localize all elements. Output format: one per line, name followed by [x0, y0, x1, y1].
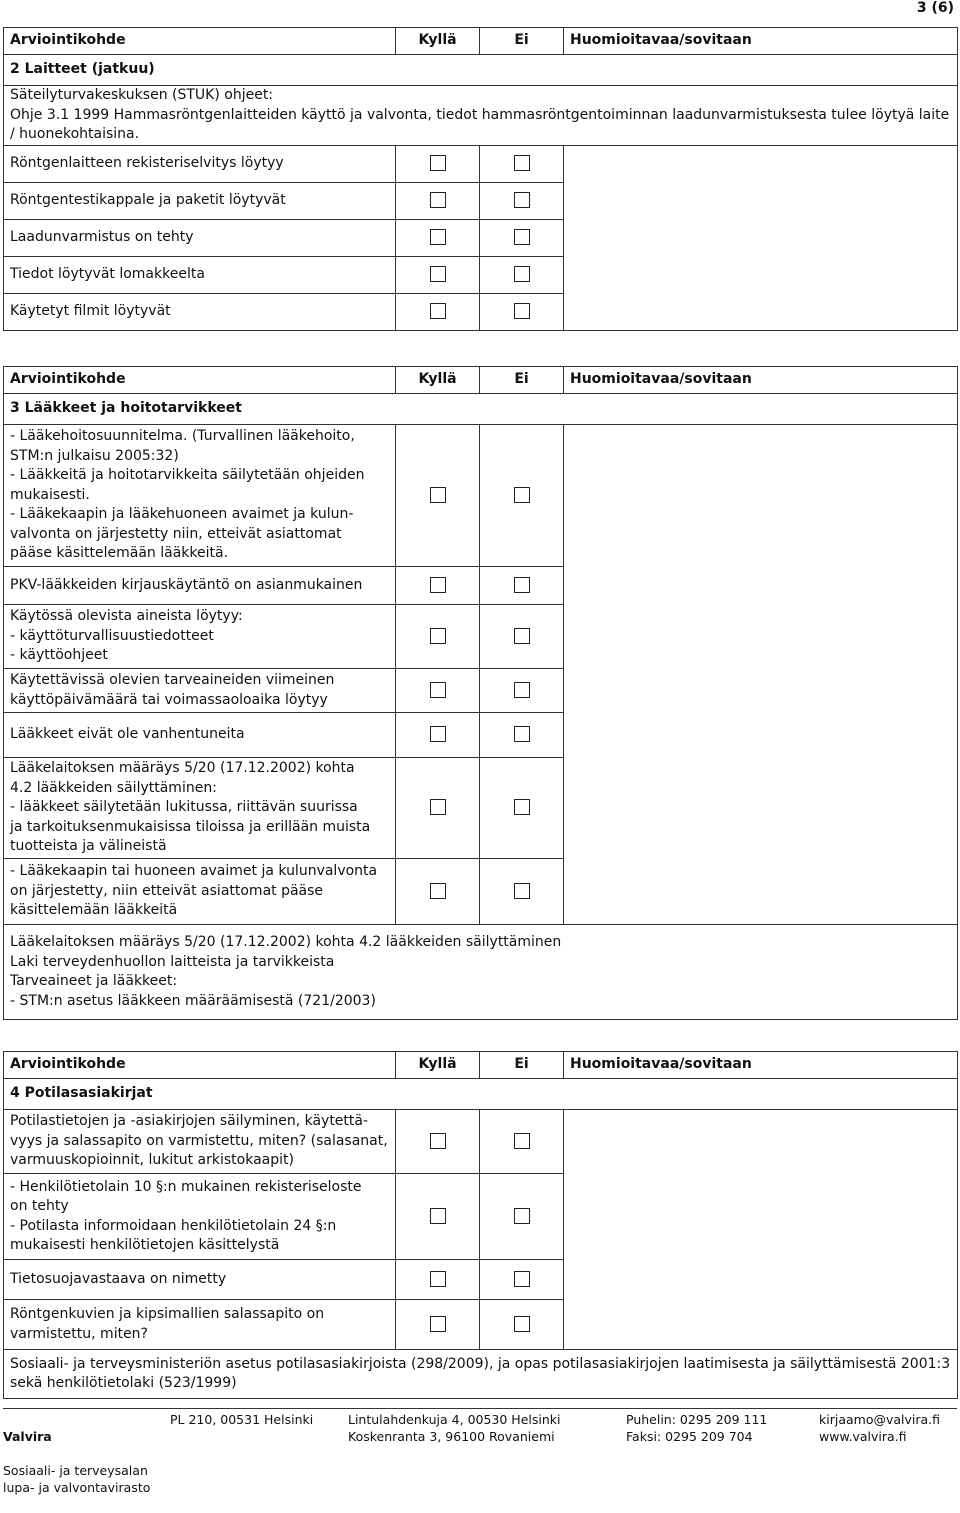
no-checkbox[interactable]	[514, 1133, 530, 1149]
item-label: Laadunvarmistus on tehty	[4, 219, 396, 256]
section-title: 4 Potilasasiakirjat	[4, 1079, 958, 1110]
no-checkbox[interactable]	[514, 229, 530, 245]
table-header	[4, 1052, 958, 1079]
item-label: PKV-lääkkeiden kirjauskäytäntö on asianmukainen	[4, 567, 396, 605]
item-label: - Lääkekaapin tai huoneen avaimet ja kulunvalvonta on järjestetty, niin etteivät asiattomat pääse käsittelemään lääkkeitä	[4, 859, 396, 925]
header-item: Arviointikohde	[4, 28, 396, 55]
header-note: Huomioitavaa/sovitaan	[564, 1052, 958, 1079]
page-footer	[3, 1408, 957, 1495]
yes-checkbox[interactable]	[430, 883, 446, 899]
item-label: Röntgenlaitteen rekisteriselvitys löytyy	[4, 145, 396, 182]
item-label: Röntgenkuvien ja kipsimallien salassapito on varmistettu, miten?	[4, 1300, 396, 1350]
yes-checkbox[interactable]	[430, 1271, 446, 1287]
section-title: 2 Laitteet (jatkuu)	[4, 55, 958, 86]
org-name: Valvira	[3, 1429, 52, 1444]
no-checkbox[interactable]	[514, 192, 530, 208]
header-item: Arviointikohde	[4, 1052, 396, 1079]
item-label: Käytössä olevista aineista löytyy: - käyttöturvallisuustiedotteet - käyttöohjeet	[4, 605, 396, 669]
item-label: Röntgentestikappale ja paketit löytyvät	[4, 182, 396, 219]
item-label: - Lääkehoitosuunnitelma. (Turvallinen lääkehoito, STM:n julkaisu 2005:32) - Lääkkeitä ja hoitotarvikkeita säilytetään ohjeiden mukaisesti. - Lääkekaapin ja lääkehuoneen avaimet ja kulun- valvonta on järjestetty niin, etteivät asiattomat pääse käsittelemään lääkkeitä.	[4, 425, 396, 567]
no-checkbox[interactable]	[514, 628, 530, 644]
yes-checkbox[interactable]	[430, 487, 446, 503]
no-checkbox[interactable]	[514, 682, 530, 698]
table-header	[4, 28, 958, 55]
note-field[interactable]	[564, 425, 958, 925]
section-reference: Lääkelaitoksen määräys 5/20 (17.12.2002) kohta 4.2 lääkkeiden säilyttäminen Laki terveydenhuollon laitteista ja tarvikkeista Tarveaineet ja lääkkeet: - STM:n asetus lääkkeen määräämisestä (721/2003)	[4, 925, 958, 1020]
item-label: Lääkelaitoksen määräys 5/20 (17.12.2002) kohta 4.2 lääkkeiden säilyttäminen: - lääkkeet säilytetään lukitussa, riittävän suurissa ja tarkoituksenmukaisissa tiloissa ja erillään muista tuotteista ja välineistä	[4, 758, 396, 859]
table-header	[4, 367, 958, 394]
yes-checkbox[interactable]	[430, 799, 446, 815]
no-checkbox[interactable]	[514, 799, 530, 815]
table-row	[4, 145, 958, 182]
header-no: Ei	[480, 367, 564, 394]
no-checkbox[interactable]	[514, 1271, 530, 1287]
no-checkbox[interactable]	[514, 577, 530, 593]
header-note: Huomioitavaa/sovitaan	[564, 28, 958, 55]
yes-checkbox[interactable]	[430, 229, 446, 245]
org-description: Sosiaali- ja terveysalan lupa- ja valvontavirasto	[3, 1463, 151, 1495]
yes-checkbox[interactable]	[430, 682, 446, 698]
yes-checkbox[interactable]	[430, 726, 446, 742]
note-field[interactable]	[564, 1110, 958, 1350]
header-yes: Kyllä	[396, 1052, 480, 1079]
section-intro: Säteilyturvakeskuksen (STUK) ohjeet: Ohje 3.1 1999 Hammasröntgenlaitteiden käyttö ja valvonta, tiedot hammasröntgentoiminnan laadunvarmistuksesta tulee löytyä laite / huonekohtaisina.	[4, 86, 958, 146]
yes-checkbox[interactable]	[430, 1133, 446, 1149]
header-note: Huomioitavaa/sovitaan	[564, 367, 958, 394]
item-label: Tiedot löytyvät lomakkeelta	[4, 256, 396, 293]
yes-checkbox[interactable]	[430, 155, 446, 171]
yes-checkbox[interactable]	[430, 577, 446, 593]
no-checkbox[interactable]	[514, 155, 530, 171]
item-label: Lääkkeet eivät ole vanhentuneita	[4, 713, 396, 758]
po-box: PL 210, 00531 Helsinki	[170, 1412, 314, 1427]
table-row	[4, 425, 958, 567]
table-section-3	[3, 366, 958, 1020]
note-field[interactable]	[564, 145, 958, 330]
no-checkbox[interactable]	[514, 1316, 530, 1332]
header-yes: Kyllä	[396, 28, 480, 55]
page-number: 3 (6)	[916, 0, 954, 16]
header-item: Arviointikohde	[4, 367, 396, 394]
contact-links[interactable]: kirjaamo@valvira.fi www.valvira.fi	[819, 1412, 941, 1444]
no-checkbox[interactable]	[514, 303, 530, 319]
table-section-4	[3, 1051, 958, 1399]
item-label: Käytetyt filmit löytyvät	[4, 293, 396, 330]
header-no: Ei	[480, 1052, 564, 1079]
yes-checkbox[interactable]	[430, 266, 446, 282]
no-checkbox[interactable]	[514, 883, 530, 899]
item-label: Tietosuojavastaava on nimetty	[4, 1260, 396, 1300]
no-checkbox[interactable]	[514, 266, 530, 282]
addresses: Lintulahdenkuja 4, 00530 Helsinki Koskenranta 3, 96100 Rovaniemi	[348, 1412, 561, 1444]
yes-checkbox[interactable]	[430, 1208, 446, 1224]
yes-checkbox[interactable]	[430, 303, 446, 319]
header-no: Ei	[480, 28, 564, 55]
section-title: 3 Lääkkeet ja hoitotarvikkeet	[4, 394, 958, 425]
header-yes: Kyllä	[396, 367, 480, 394]
no-checkbox[interactable]	[514, 1208, 530, 1224]
yes-checkbox[interactable]	[430, 192, 446, 208]
no-checkbox[interactable]	[514, 487, 530, 503]
item-label: Potilastietojen ja -asiakirjojen säilyminen, käytettä- vyys ja salassapito on varmistettu, miten? (salasanat, varmuuskopioinnit, lukitut arkistokaapit)	[4, 1110, 396, 1174]
section-reference: Sosiaali- ja terveysministeriön asetus potilasasiakirjoista (298/2009), ja opas potilasasiakirjojen laatimisesta ja säilyttämisestä 2001:3 sekä henkilötietolaki (523/1999)	[4, 1350, 958, 1399]
no-checkbox[interactable]	[514, 726, 530, 742]
table-section-2	[3, 27, 958, 331]
yes-checkbox[interactable]	[430, 628, 446, 644]
item-label: Käytettävissä olevien tarveaineiden viimeinen käyttöpäivämäärä tai voimassaoloaika löytyy	[4, 669, 396, 713]
table-row	[4, 1110, 958, 1174]
item-label: - Henkilötietolain 10 §:n mukainen rekisteriseloste on tehty - Potilasta informoidaan henkilötietolain 24 §:n mukaisesti henkilötietojen käsittelystä	[4, 1174, 396, 1260]
yes-checkbox[interactable]	[430, 1316, 446, 1332]
phone-numbers: Puhelin: 0295 209 111 Faksi: 0295 209 704	[626, 1412, 768, 1444]
